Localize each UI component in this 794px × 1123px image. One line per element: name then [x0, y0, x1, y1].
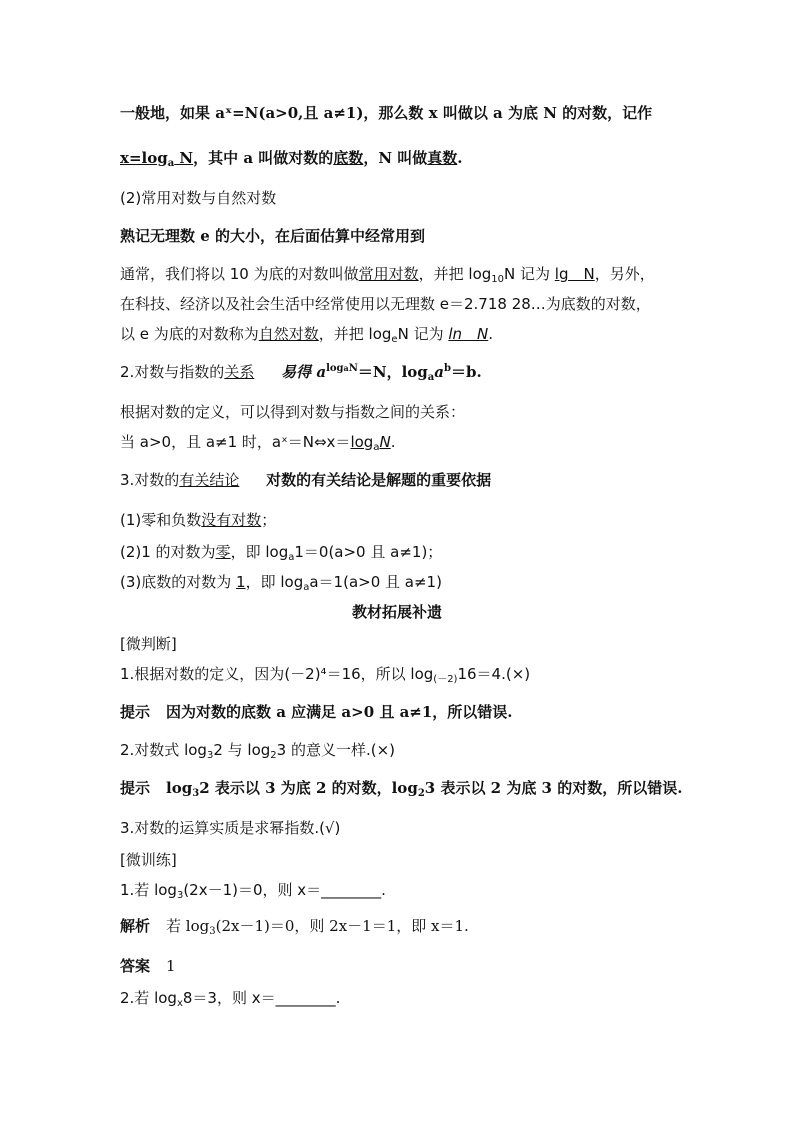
- log-prefix: x=log: [120, 149, 168, 167]
- common-log-line-1: [120, 264, 655, 284]
- log-form: [350, 433, 390, 451]
- section-title: 3.对数的: [120, 471, 180, 489]
- text: ，其中 a 叫做对数的: [193, 149, 334, 167]
- term-no-log: 没有对数: [201, 511, 262, 529]
- common-log-line-3: [120, 324, 493, 344]
- term-natural-log: 自然对数: [258, 325, 319, 343]
- hint-text: 因为对数的底数 a 应满足 a>0 且 a≠1，所以错误.: [166, 703, 513, 721]
- relation-line-1: [120, 402, 465, 422]
- text: 2.若 log: [120, 989, 177, 1007]
- judge-hint-1: [120, 702, 513, 722]
- definition-line-2: [120, 148, 463, 168]
- text: 3 表示以 2 为底 3 的对数，所以错误.: [424, 779, 683, 797]
- term-common-log: 常用对数: [358, 265, 419, 283]
- text: (1)零和负数: [120, 511, 202, 529]
- term-conclusions: 有关结论: [179, 471, 240, 489]
- log-base: x: [176, 998, 183, 1009]
- text: .: [488, 325, 494, 343]
- definition-text: 一般地，如果 aˣ=N(a>0,且 a≠1)，那么数 x 叫做以 a 为底 N 的对数，记作: [120, 104, 653, 122]
- text: ，并把 log: [418, 265, 492, 283]
- heading-text: [微训练]: [120, 851, 177, 869]
- answer-value: 1: [166, 957, 176, 975]
- judge-question-3: [120, 818, 340, 838]
- extension-title: 教材拓展补遗: [351, 603, 442, 621]
- answer-label: 答案: [120, 957, 151, 975]
- text: log: [166, 779, 193, 797]
- conclusion-item-3: [120, 572, 442, 592]
- text: ，N 叫做: [363, 149, 428, 167]
- log-base: 2: [417, 788, 425, 799]
- text: 3.对数的运算实质是求幂指数.(√): [120, 819, 341, 837]
- log-notation: [120, 149, 193, 167]
- log-base: a: [373, 442, 380, 453]
- text: 若 log: [166, 917, 210, 935]
- training-heading: [120, 850, 177, 870]
- definition-line-1: [120, 103, 652, 123]
- text: N: [379, 433, 391, 451]
- text: .: [457, 149, 463, 167]
- training-question-1: [120, 880, 386, 900]
- training-solution-1: [120, 916, 469, 936]
- judge-hint-2: [120, 778, 682, 798]
- heading-text: [微判断]: [120, 635, 177, 653]
- text: 根据对数的定义，可以得到对数与指数之间的关系：: [120, 403, 466, 421]
- tip-e-value: [120, 226, 425, 246]
- common-log-line-2: [120, 294, 651, 314]
- text: 3 的意义一样.(×): [276, 741, 396, 759]
- log-base: a: [427, 372, 435, 383]
- solution-label: 解析: [120, 917, 151, 935]
- text: 在科技、经济以及社会生活中经常使用以无理数 e＝2.718 28…为底数的对数，: [120, 295, 651, 313]
- term-zero: 零: [215, 543, 231, 561]
- text: (2)1 的对数为: [120, 543, 216, 561]
- text: 通常，我们将以 10 为底的对数叫做: [120, 265, 359, 283]
- log-base: 10: [491, 274, 505, 285]
- text: log: [326, 363, 344, 374]
- text: 16＝4.(×): [457, 665, 531, 683]
- judge-question-2: [120, 740, 395, 760]
- conclusion-item-1: [120, 510, 276, 530]
- term-ln: ln N: [448, 325, 489, 343]
- judge-question-1: [120, 664, 530, 684]
- judge-heading: [120, 634, 177, 654]
- text: 2 表示以 3 为底 2 的对数，log: [199, 779, 418, 797]
- text: (3)底数的对数为: [120, 573, 237, 591]
- hint-label: 提示: [120, 703, 151, 721]
- log-n: N: [174, 149, 194, 167]
- text: ，即 log: [230, 543, 289, 561]
- log-base: e: [391, 334, 398, 345]
- log-base: 3: [176, 890, 184, 901]
- log-base: a: [288, 552, 295, 563]
- conclusions-title-line: [120, 470, 491, 490]
- text: a: [343, 363, 349, 373]
- hint-label: 提示: [120, 779, 151, 797]
- text: log: [350, 433, 374, 451]
- relation-title-line: [120, 362, 482, 382]
- hint-text: [166, 779, 682, 797]
- text: 易得 a: [281, 363, 327, 381]
- text: ，另外，: [594, 265, 655, 283]
- text: ＝N，log: [357, 363, 428, 381]
- text: 当 a>0，且 a≠1 时，aˣ＝N⇔x＝: [120, 433, 351, 451]
- training-answer-1: [120, 956, 176, 976]
- text: ，并把 log: [318, 325, 392, 343]
- text: ，即 log: [245, 573, 304, 591]
- text: 1.根据对数的定义，因为(－2)⁴＝16，所以 log: [120, 665, 434, 683]
- text: 以 e 为底的对数称为: [120, 325, 259, 343]
- text: 8＝3，则 x＝________.: [182, 989, 341, 1007]
- text: ＝b.: [450, 363, 482, 381]
- text: ；: [261, 511, 277, 529]
- text: N: [348, 363, 358, 374]
- conclusions-tip: 对数的有关结论是解题的重要依据: [266, 471, 492, 489]
- conclusion-item-2: [120, 542, 442, 562]
- text: (2x－1)＝0，则 x＝________.: [183, 881, 386, 899]
- text: (2x－1)＝0，则 2x－1＝1，即 x＝1.: [215, 917, 469, 935]
- text: 2.对数式 log: [120, 741, 207, 759]
- exp: [326, 363, 358, 374]
- term-relation: 关系: [224, 363, 255, 381]
- section-title: 2.对数与指数的: [120, 363, 225, 381]
- text: N 记为: [504, 265, 555, 283]
- solution-text: [166, 917, 469, 935]
- log-base: 2: [270, 750, 277, 761]
- subsection-title-common-log: [120, 188, 276, 208]
- term-base: 底数: [333, 149, 364, 167]
- text: 1.若 log: [120, 881, 177, 899]
- log-base: 3: [192, 788, 200, 799]
- log-base: a: [167, 158, 175, 169]
- log-base: a: [303, 582, 310, 593]
- text: 1＝0(a>0 且 a≠1)；: [294, 543, 443, 561]
- text: a＝1(a>0 且 a≠1): [309, 573, 442, 591]
- term-one: 1: [236, 573, 246, 591]
- exp: b: [443, 363, 451, 374]
- training-question-2: [120, 988, 340, 1008]
- log-base: 3: [206, 750, 214, 761]
- text: .: [390, 433, 396, 451]
- log-base: 3: [209, 926, 216, 937]
- text: a: [434, 363, 444, 381]
- log-base: (－2): [433, 674, 458, 685]
- tip-text: 熟记无理数 e 的大小，在后面估算中经常用到: [120, 227, 425, 245]
- relation-tip: [281, 363, 482, 381]
- relation-line-2: [120, 432, 395, 452]
- text: 2 与 log: [213, 741, 271, 759]
- term-lg: lg N: [554, 265, 595, 283]
- text: N 记为: [397, 325, 449, 343]
- subsection-title-text: (2)常用对数与自然对数: [120, 189, 277, 207]
- term-antilog: 真数: [427, 149, 458, 167]
